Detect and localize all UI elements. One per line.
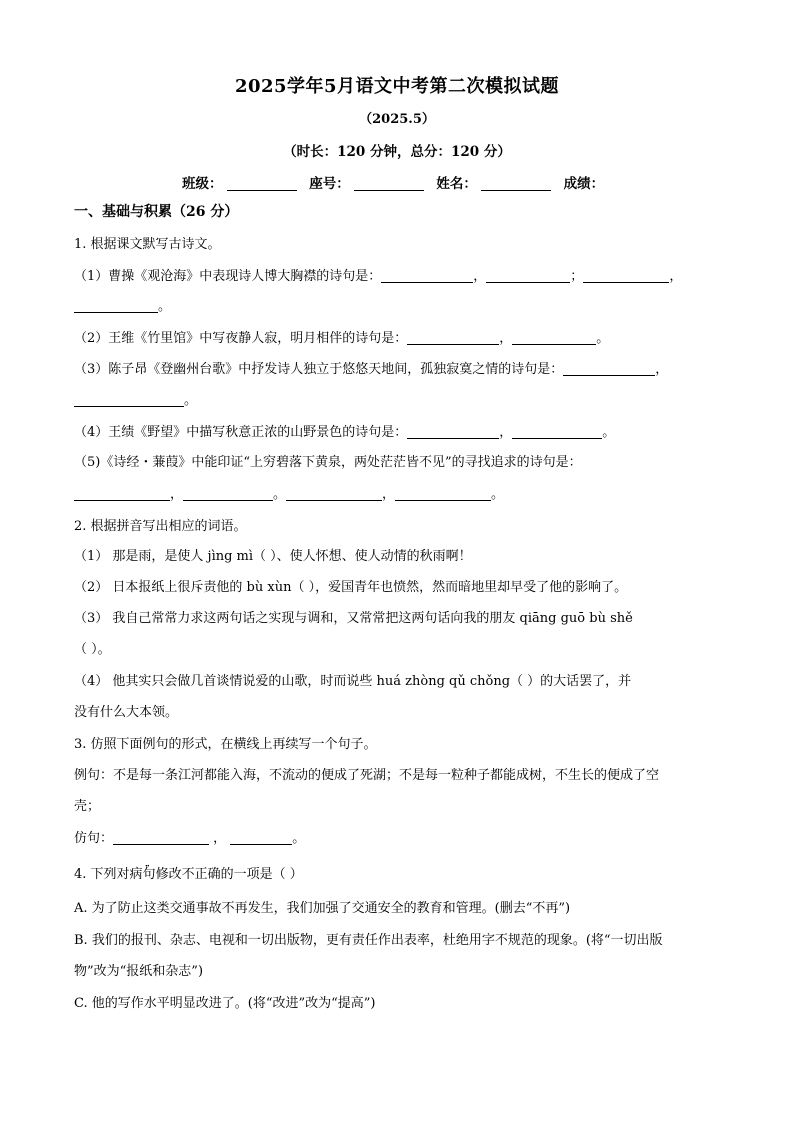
answer-blank[interactable] [74,299,158,313]
q1-item-3-cont [74,392,197,410]
seat-label: 座号： [309,176,350,192]
q4-option-b[interactable]: B. 我们的报刊、杂志、电视和一切出版物，更有责任作出表率，杜绝用字不规范的现象。(将“一切出版 [74,933,663,948]
q1-item-1-cont [74,298,171,316]
q1-item-1 [74,268,682,286]
answer-blank[interactable] [74,487,170,501]
q3-example-cont: 壳； [74,799,101,814]
q1-item-4-text: （4）王绩《野望》中描写秋意正浓的山野景色的诗句是： [74,425,408,440]
punct: 。 [292,831,306,846]
q2-item-2: （2） 日本报纸上很斥责他的 bù xùn（ ），爱国青年也愤然，然而暗地里却早受了他的影响了。 [74,580,628,595]
punct: ， [170,487,184,502]
punct: 。 [184,393,198,408]
q4-option-b-cont: 物”改为“报纸和杂志”) [74,964,204,979]
q4-option-c[interactable]: C. 他的写作水平明显改进了。(将“改进”改为“提高”) [74,996,376,1011]
answer-blank[interactable] [230,831,292,845]
answer-blank[interactable] [113,831,209,845]
q4-stem-text-cont: 修改不正确的一项是（ ） [155,867,303,882]
punct: 。 [273,487,287,502]
answer-blank[interactable] [183,487,273,501]
punct: ， [499,425,513,440]
punct: 。 [491,487,505,502]
emphasis-char: ·· 句 [143,866,156,884]
answer-blank[interactable] [395,487,491,501]
q2-stem: 2. 根据拼音写出相应的词语。 [74,519,247,534]
answer-blank[interactable] [583,269,669,283]
name-label: 姓名： [436,176,477,192]
q4-stem [74,866,303,884]
punct: 。 [158,299,172,314]
answer-blank[interactable] [512,331,596,345]
imitation-label: 仿句： [74,831,114,846]
q2-item-1: （1） 那是雨，是使人 jìng mì（ ）、使人怀想、使人动情的秋雨啊！ [74,549,472,564]
exam-date: （2025.5） [359,112,435,127]
answer-blank[interactable] [563,362,655,376]
punct: ， [669,269,683,284]
answer-blank[interactable] [407,425,499,439]
score-label: 成绩： [563,176,605,192]
q3-stem: 3. 仿照下面例句的形式，在横线上再续写一个句子。 [74,737,377,752]
answer-blank[interactable] [74,393,184,407]
punct: ， [209,831,227,846]
page-title: 2025学年5月语文中考第二次模拟试题 [234,76,560,97]
q1-item-2-text: （2）王维《竹里馆》中写夜静人寂，明月相伴的诗句是： [74,331,408,346]
answer-blank[interactable] [286,487,382,501]
class-label: 班级： [182,176,223,192]
punct: 。 [596,331,610,346]
exam-duration: （时长：120 分钟，总分：120 分） [283,144,511,160]
q1-item-4 [74,424,615,442]
q1-item-1-text: （1）曹操《观沧海》中表现诗人博大胸襟的诗句是： [74,269,382,284]
q2-item-3: （3） 我自己常常力求这两句话之实现与调和，又常常把这两句话向我的朋友 qiāng guō bù shě [74,611,633,626]
name-field[interactable] [481,176,551,191]
student-info-row [182,172,604,192]
q1-item-5: （5)《诗经・蒹葭》中能印证“上穷碧落下黄泉，两处茫茫皆不见”的寻找追求的诗句是： [74,455,582,470]
class-field[interactable] [227,176,297,191]
q1-item-3-text: （3）陈子昂《登幽州台歌》中抒发诗人独立于悠悠天地间，孤独寂寞之情的诗句是： [74,362,564,377]
punct: ， [473,269,487,284]
q4-stem-text: 4. 下列对病 [74,867,143,882]
q3-imitation [74,830,305,848]
section-heading: 一、基础与积累（26 分） [74,204,239,220]
q2-item-4: （4） 他其实只会做几首谈情说爱的山歌，时而说些 huá zhòng qǔ chǒng（ ）的大话罢了，并 [74,674,632,689]
answer-blank[interactable] [407,331,499,345]
q2-item-4-cont: 没有什么大本领。 [74,705,179,720]
punct: 。 [602,425,616,440]
q1-item-3 [74,361,668,379]
answer-blank[interactable] [512,425,602,439]
q2-item-3-cont: （ ）。 [74,642,111,657]
seat-field[interactable] [354,176,424,191]
q3-example: 例句：不是每一条江河都能入海，不流动的便成了死湖；不是每一粒种子都能成树，不生长的便成了空 [74,768,660,783]
q1-stem: 1. 根据课文默写古诗文。 [74,237,221,252]
punct: ， [382,487,396,502]
punct: ； [570,269,584,284]
q1-item-5-cont [74,486,504,504]
answer-blank[interactable] [381,269,473,283]
punct: ， [499,331,513,346]
answer-blank[interactable] [486,269,570,283]
punct: ， [655,362,669,377]
q4-option-a[interactable]: A. 为了防止这类交通事故不再发生，我们加强了交通安全的教育和管理。(删去“不再”) [74,901,571,916]
q1-item-2 [74,330,609,348]
